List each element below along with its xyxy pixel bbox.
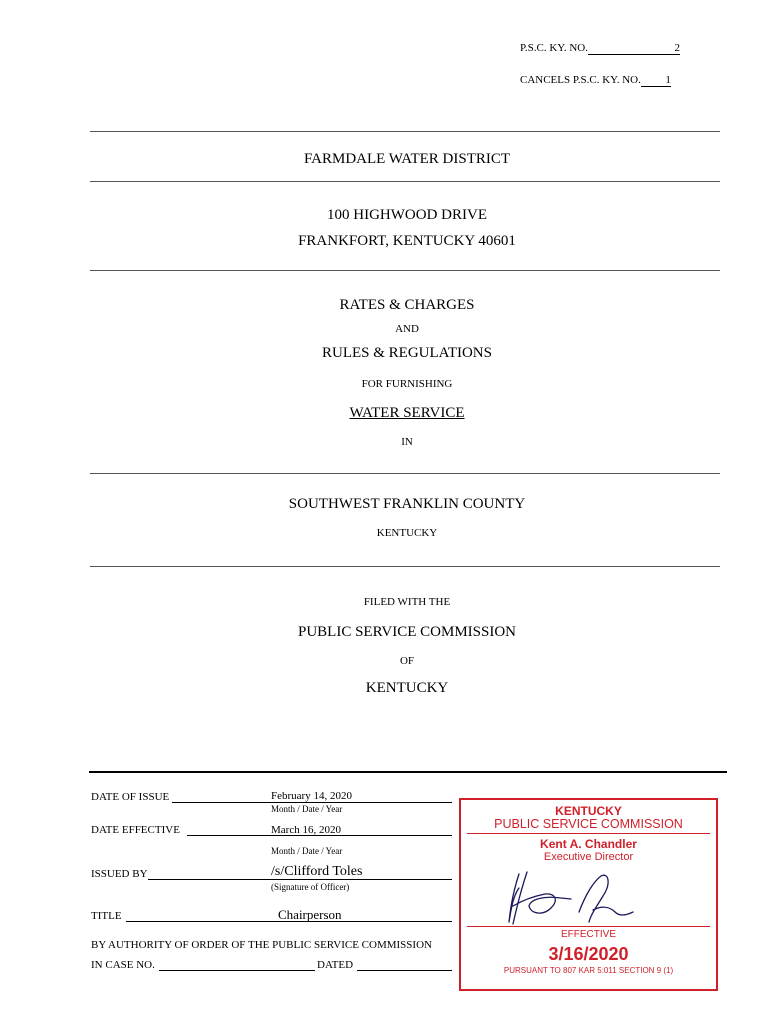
divider <box>90 131 720 132</box>
state-name: KENTUCKY <box>376 527 438 539</box>
address-line-1: 100 HIGHWOOD DRIVE <box>327 207 487 223</box>
psc-number-label: P.S.C. KY. NO. <box>520 42 588 54</box>
date-issue-format: Month / Date / Year <box>271 804 343 814</box>
water-service-heading: WATER SERVICE <box>349 405 465 421</box>
stamp-director-role: Executive Director <box>543 851 634 863</box>
stamp-pursuant-text: PURSUANT TO 807 KAR 5:011 SECTION 9 (1) <box>503 966 674 975</box>
footer-divider <box>89 771 727 773</box>
stamp-effective-label: EFFECTIVE <box>560 929 616 940</box>
of-text: OF <box>399 655 415 667</box>
issued-by-caption: (Signature of Officer) <box>271 882 350 892</box>
case-number-line <box>159 970 315 971</box>
issued-by-value: /s/Clifford Toles <box>271 864 363 879</box>
and-text: AND <box>395 323 419 335</box>
stamp-divider <box>467 833 710 834</box>
in-text: IN <box>401 436 413 448</box>
district-name: FARMDALE WATER DISTRICT <box>303 151 511 167</box>
rates-heading: RATES & CHARGES <box>339 297 475 313</box>
date-issue-value: February 14, 2020 <box>271 790 352 802</box>
dated-label: DATED <box>317 959 354 971</box>
case-number-label: IN CASE NO. <box>91 959 155 971</box>
title-value: Chairperson <box>278 907 342 922</box>
authority-text: BY AUTHORITY OF ORDER OF THE PUBLIC SERVICE COMMISSION <box>91 939 432 951</box>
date-effective-value: March 16, 2020 <box>271 824 341 836</box>
dated-line <box>357 970 452 971</box>
psc-approval-stamp <box>459 798 718 991</box>
psc-number-row <box>520 42 680 55</box>
date-effective-format: Month / Date / Year <box>271 846 343 856</box>
cancels-number-row <box>520 74 671 87</box>
county-name: SOUTHWEST FRANKLIN COUNTY <box>288 496 526 512</box>
director-signature <box>501 866 641 928</box>
divider <box>90 473 720 474</box>
date-issue-line <box>172 802 452 803</box>
stamp-effective-date: 3/16/2020 <box>548 944 629 964</box>
issued-by-label: ISSUED BY <box>91 868 148 880</box>
stamp-state: KENTUCKY <box>555 804 622 818</box>
stamp-director-name: Kent A. Chandler <box>540 837 637 851</box>
divider <box>90 181 720 182</box>
divider <box>90 270 720 271</box>
filed-with-text: FILED WITH THE <box>363 596 451 608</box>
cancels-number-value: 1 <box>641 74 671 87</box>
commission-name: PUBLIC SERVICE COMMISSION <box>298 624 516 640</box>
cancels-number-label: CANCELS P.S.C. KY. NO. <box>520 74 641 86</box>
stamp-commission: PUBLIC SERVICE COMMISSION <box>494 817 683 831</box>
date-effective-label: DATE EFFECTIVE <box>91 824 180 836</box>
psc-number-value: 2 <box>588 42 680 55</box>
water-service-wrap <box>0 405 770 422</box>
kentucky-heading: KENTUCKY <box>365 680 449 696</box>
divider <box>90 566 720 567</box>
address-line-2: FRANKFORT, KENTUCKY 40601 <box>298 233 516 249</box>
stamp-divider <box>467 926 710 927</box>
rules-heading: RULES & REGULATIONS <box>321 345 492 361</box>
title-label: TITLE <box>91 910 122 922</box>
date-issue-label: DATE OF ISSUE <box>91 791 170 803</box>
for-furnishing-text: FOR FURNISHING <box>361 378 453 390</box>
